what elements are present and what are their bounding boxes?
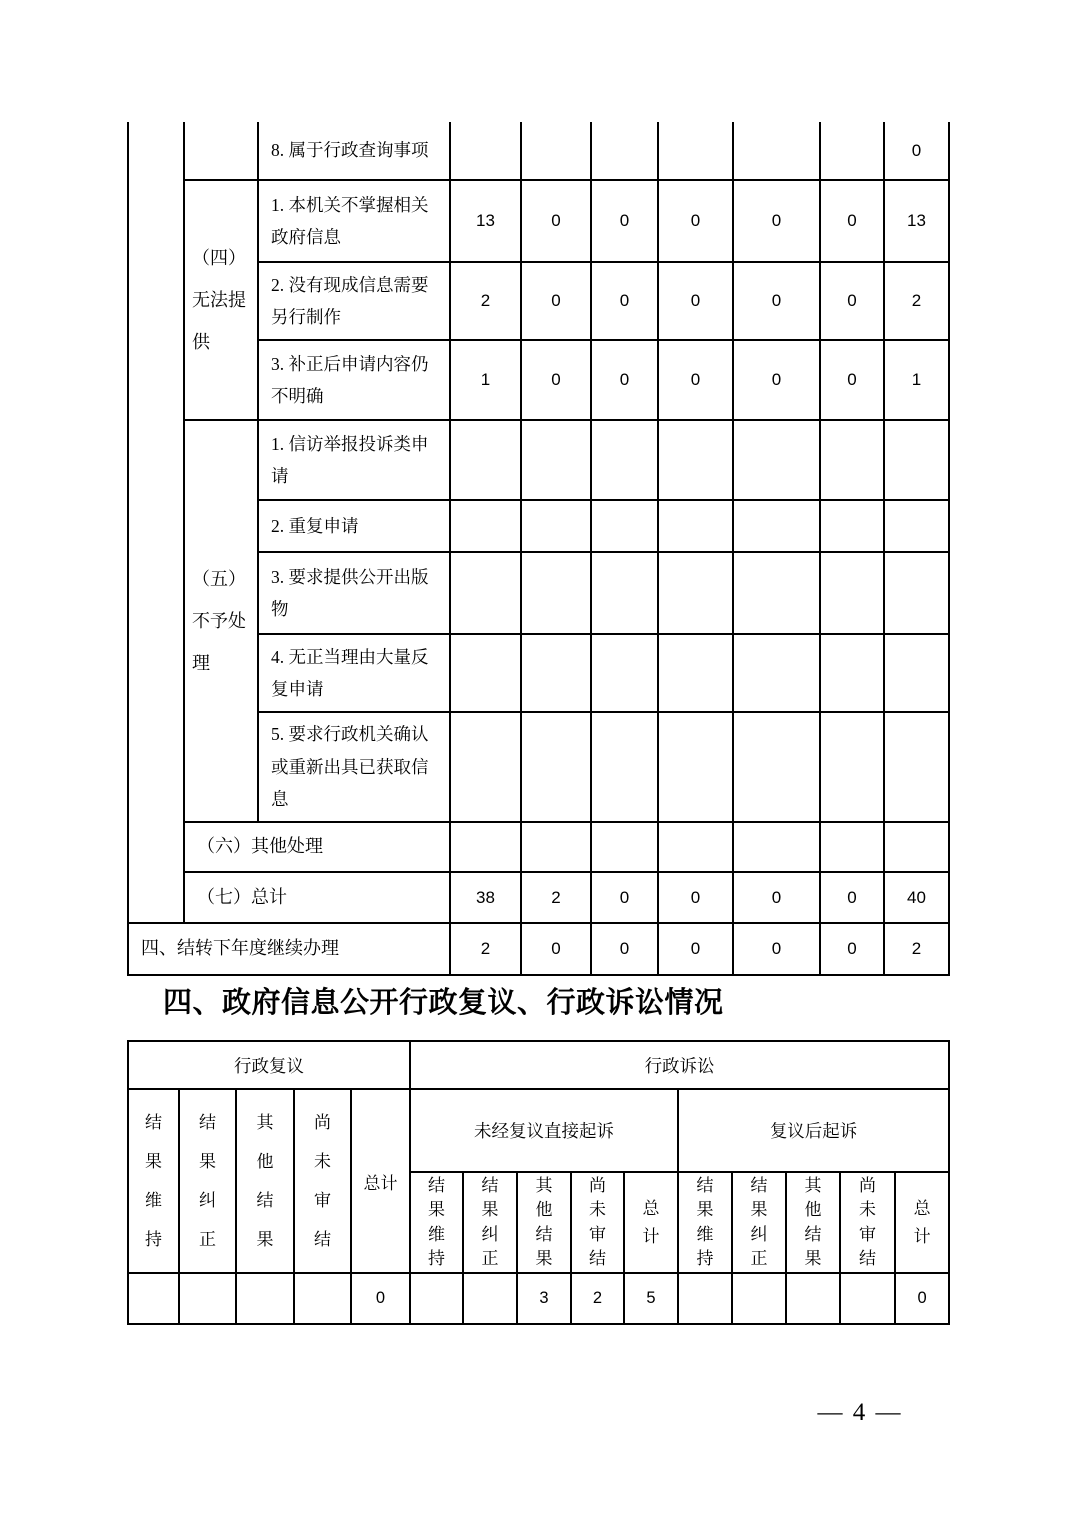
table-cell <box>463 1273 517 1324</box>
column-header-result-upheld: 结果维持 <box>410 1172 463 1273</box>
table-cell: 2 <box>521 872 591 923</box>
table-cell: 5 <box>624 1273 678 1324</box>
table-cell: 0 <box>820 262 884 340</box>
table-cell <box>450 122 521 180</box>
section-label-no-processing: （五）不予处理 <box>184 420 258 822</box>
review-litigation-table <box>127 1040 950 1325</box>
table-cell: 0 <box>884 122 949 180</box>
row-label: 4. 无正当理由大量反复申请 <box>258 634 450 712</box>
table-cell: 0 <box>658 262 733 340</box>
table-cell: 3 <box>517 1273 571 1324</box>
table-cell <box>732 1273 786 1324</box>
table-cell: 0 <box>820 923 884 975</box>
table-cell <box>658 420 733 500</box>
table-cell <box>820 500 884 552</box>
row-label-carryover: 四、结转下年度继续办理 <box>128 923 450 975</box>
table-cell <box>884 712 949 822</box>
row-label: 1. 本机关不掌握相关政府信息 <box>258 180 450 262</box>
section-label-unable-to-provide: （四）无法提供 <box>184 180 258 420</box>
table-cell <box>521 712 591 822</box>
page-number: — 4 — <box>817 1399 903 1426</box>
table-cell <box>450 712 521 822</box>
table-cell <box>450 634 521 712</box>
column-header-total: 总计 <box>351 1089 410 1273</box>
table-cell <box>733 712 820 822</box>
table-cell: 0 <box>733 262 820 340</box>
section-heading: 四、政府信息公开行政复议、行政诉讼情况 <box>163 987 724 1019</box>
group-header-admin-litigation: 行政诉讼 <box>410 1041 949 1089</box>
table-cell <box>820 822 884 872</box>
table-cell <box>591 552 658 634</box>
column-header-result-corrected: 结果纠正 <box>463 1172 517 1273</box>
table-cell: 2 <box>571 1273 624 1324</box>
table-cell: 1 <box>450 340 521 420</box>
table-cell: 0 <box>591 180 658 262</box>
table-cell: 0 <box>521 340 591 420</box>
table-cell <box>591 420 658 500</box>
column-header-result-corrected: 结果纠正 <box>732 1172 786 1273</box>
table-cell <box>658 822 733 872</box>
table-cell: 0 <box>658 180 733 262</box>
row-label: 3. 要求提供公开出版物 <box>258 552 450 634</box>
table-cell: 0 <box>591 340 658 420</box>
table-cell <box>820 634 884 712</box>
table-cell <box>658 712 733 822</box>
table-cell: 0 <box>351 1273 410 1324</box>
table-cell <box>521 552 591 634</box>
table-cell <box>521 500 591 552</box>
table-cell: 1 <box>884 340 949 420</box>
table-cell <box>521 122 591 180</box>
table-cell <box>658 634 733 712</box>
table-cell <box>591 822 658 872</box>
table-cell <box>410 1273 463 1324</box>
table-cell: 0 <box>521 262 591 340</box>
table-cell <box>591 500 658 552</box>
table-cell: 0 <box>733 340 820 420</box>
row-label: 1. 信访举报投诉类申请 <box>258 420 450 500</box>
section-column-continuation-cell <box>184 122 258 180</box>
table-cell: 38 <box>450 872 521 923</box>
column-header-other-result: 其他结果 <box>786 1172 840 1273</box>
table-cell: 0 <box>820 180 884 262</box>
table-cell: 13 <box>450 180 521 262</box>
table-cell <box>733 420 820 500</box>
row-label: 2. 重复申请 <box>258 500 450 552</box>
table-cell: 0 <box>658 923 733 975</box>
table-cell <box>294 1273 351 1324</box>
table-cell: 0 <box>521 180 591 262</box>
column-header-pending: 尚未审结 <box>294 1089 351 1273</box>
table-cell <box>786 1273 840 1324</box>
column-header-total: 总计 <box>624 1172 678 1273</box>
table-cell <box>733 822 820 872</box>
subgroup-header-direct-litigation: 未经复议直接起诉 <box>410 1089 678 1172</box>
disclosure-handling-results-table <box>127 122 950 976</box>
row-label: 2. 没有现成信息需要另行制作 <box>258 262 450 340</box>
table-cell <box>658 500 733 552</box>
row-label-total: （七）总计 <box>184 872 450 923</box>
row-label: 8. 属于行政查询事项 <box>258 122 450 180</box>
group-header-admin-review: 行政复议 <box>128 1041 410 1089</box>
table-cell: 0 <box>591 262 658 340</box>
table-cell <box>884 552 949 634</box>
table-cell <box>450 420 521 500</box>
table-cell <box>820 552 884 634</box>
table-cell: 0 <box>895 1273 949 1324</box>
table-cell: 2 <box>450 923 521 975</box>
table-cell: 40 <box>884 872 949 923</box>
category-column-continuation-cell <box>128 122 184 923</box>
table-cell <box>450 552 521 634</box>
table-cell <box>820 420 884 500</box>
table-cell <box>820 122 884 180</box>
table-cell <box>733 500 820 552</box>
table-cell <box>236 1273 294 1324</box>
table-cell: 0 <box>521 923 591 975</box>
table-cell <box>733 634 820 712</box>
table-cell: 2 <box>450 262 521 340</box>
table-cell <box>658 552 733 634</box>
column-header-total: 总计 <box>895 1172 949 1273</box>
table-cell <box>179 1273 236 1324</box>
table-cell: 0 <box>658 872 733 923</box>
column-header-other-result: 其他结果 <box>517 1172 571 1273</box>
table-cell <box>521 634 591 712</box>
column-header-pending: 尚未审结 <box>571 1172 624 1273</box>
table-cell: 13 <box>884 180 949 262</box>
table-cell: 0 <box>658 340 733 420</box>
row-label: 5. 要求行政机关确认或重新出具已获取信息 <box>258 712 450 822</box>
table-cell <box>884 420 949 500</box>
table-cell: 0 <box>591 872 658 923</box>
table-cell: 2 <box>884 262 949 340</box>
table-cell <box>884 634 949 712</box>
row-label: 3. 补正后申请内容仍不明确 <box>258 340 450 420</box>
table-cell <box>591 712 658 822</box>
table-cell: 0 <box>733 923 820 975</box>
table-cell: 0 <box>733 180 820 262</box>
table-cell <box>591 122 658 180</box>
table-cell <box>733 552 820 634</box>
table-cell <box>128 1273 179 1324</box>
table-cell <box>521 822 591 872</box>
column-header-other-result: 其他结果 <box>236 1089 294 1273</box>
table-cell <box>658 122 733 180</box>
column-header-pending: 尚未审结 <box>840 1172 895 1273</box>
table-cell <box>820 712 884 822</box>
table-cell <box>450 500 521 552</box>
table-cell <box>450 822 521 872</box>
table-cell: 0 <box>591 923 658 975</box>
table-cell: 0 <box>820 340 884 420</box>
row-label-other-processing: （六）其他处理 <box>184 822 450 872</box>
table-cell <box>884 822 949 872</box>
column-header-result-corrected: 结果纠正 <box>179 1089 236 1273</box>
column-header-result-upheld: 结果维持 <box>678 1172 732 1273</box>
table-cell: 2 <box>884 923 949 975</box>
table-cell <box>884 500 949 552</box>
table-cell <box>840 1273 895 1324</box>
table-cell <box>678 1273 732 1324</box>
table-cell <box>521 420 591 500</box>
table-cell <box>591 634 658 712</box>
table-cell: 0 <box>733 872 820 923</box>
subgroup-header-after-review-litigation: 复议后起诉 <box>678 1089 949 1172</box>
column-header-result-upheld: 结果维持 <box>128 1089 179 1273</box>
table-cell: 0 <box>820 872 884 923</box>
table-cell <box>733 122 820 180</box>
